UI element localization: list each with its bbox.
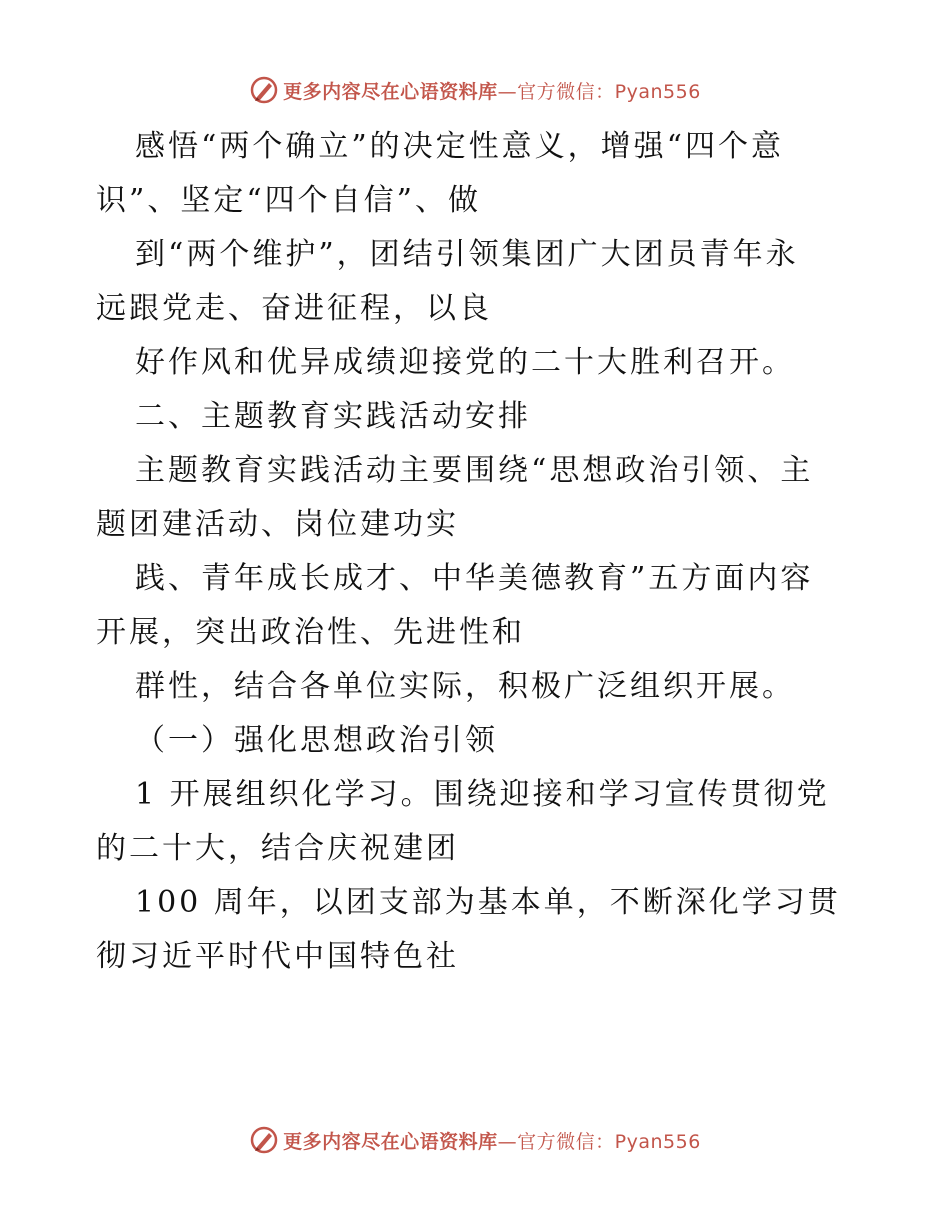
- body-line: 的二十大，结合庆祝建团: [96, 831, 459, 866]
- pen-logo-icon: [249, 75, 279, 105]
- body-line: 远跟党走、奋进征程，以良: [96, 291, 492, 326]
- body-line: 好作风和优异成绩迎接党的二十大胜利召开。: [135, 345, 795, 380]
- body-line: 感悟“两个确立”的决定性意义，增强“四个意: [135, 129, 785, 164]
- body-line: 开展，突出政治性、先进性和: [96, 615, 525, 650]
- body-line: 题团建活动、岗位建功实: [96, 507, 459, 542]
- document-body: [96, 120, 856, 984]
- body-line: 到“两个维护”，团结引领集团广大团员青年永: [135, 237, 799, 272]
- footer-watermark: [0, 1120, 950, 1160]
- body-line: 识”、坚定“四个自信”、做: [96, 183, 482, 218]
- body-line: 1 开展组织化学习。围绕迎接和学习宣传贯彻党: [135, 777, 830, 812]
- body-line: 100 周年，以团支部为基本单，不断深化学习贯: [135, 885, 841, 920]
- watermark-text: 更多内容尽在心语资料库—官方微信：Pyan556: [283, 1130, 701, 1153]
- body-line: 彻习近平时代中国特色社: [96, 939, 459, 974]
- section-heading: 二、主题教育实践活动安排: [135, 399, 531, 434]
- subsection-heading: （一）强化思想政治引领: [135, 723, 498, 758]
- watermark-text: 更多内容尽在心语资料库—官方微信：Pyan556: [283, 80, 701, 103]
- body-line: 践、青年成长成才、中华美德教育”五方面内容: [135, 561, 814, 596]
- body-line: 主题教育实践活动主要围绕“思想政治引领、主: [135, 453, 814, 488]
- header-watermark: [0, 70, 950, 110]
- body-line: 群性，结合各单位实际，积极广泛组织开展。: [135, 669, 795, 704]
- pen-logo-icon: [249, 1125, 279, 1155]
